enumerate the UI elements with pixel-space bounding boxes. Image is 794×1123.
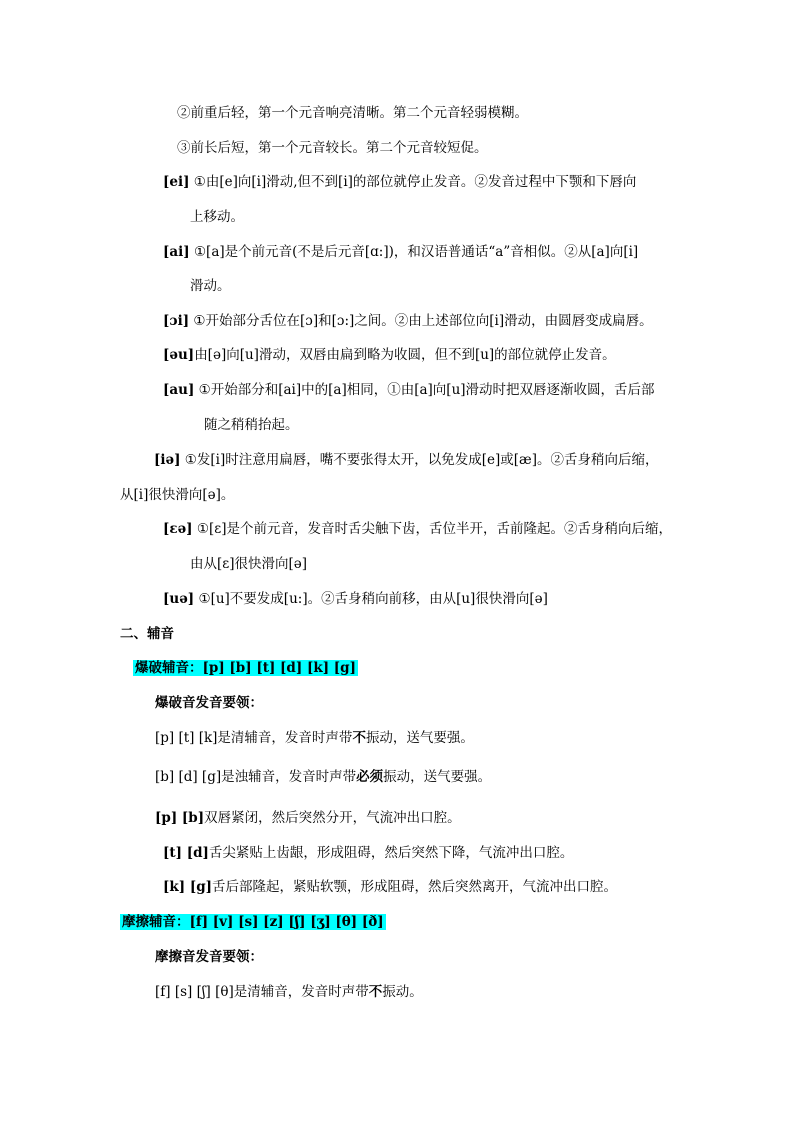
text-line: [f] [s] [ʃ] [θ]是清辅音，发音时声带不振动。 [155,984,423,1000]
phoneme-label: [p] [b] [155,810,205,826]
phoneme-label: [ai] [163,244,190,260]
text-line: ②前重后轻，第一个元音响亮清晰。第二个元音轻弱模糊。 [177,105,528,121]
phoneme-line: [ei] ①由[e]向[i]滑动,但不到[i]的部位就停止发音。②发音过程中下颚和下唇向 [163,174,637,190]
section-heading: 二、辅音 [120,626,174,642]
phoneme-label: [ɔi] [163,313,190,329]
phoneme-label: [uə] [163,591,195,607]
subheading: 爆破音发音要领： [155,695,263,711]
phoneme-line: [k] [g]舌后部隆起，紧贴软颚，形成阻碍，然后突然离开，气流冲出口腔。 [163,879,618,895]
phoneme-label: [ɛə] [163,521,193,537]
phoneme-line: [p] [b]双唇紧闭，然后突然分开，气流冲出口腔。 [155,810,461,826]
phoneme-line: [ɛə] ①[ɛ]是个前元音，发音时舌尖触下齿，舌位半开，舌前隆起。②舌身稍向后缩， [163,521,672,537]
text-line: 上移动。 [190,209,244,225]
highlighted-heading: 摩擦辅音：[f] [v] [s] [z] [ʃ] [ʒ] [θ] [ð] [122,914,384,930]
text-line: ③前长后短，第一个元音较长。第二个元音较短促。 [177,140,488,156]
phoneme-line: [uə] ①[u]不要发成[u:]。②舌身稍向前移，由从[u]很快滑向[ə] [163,591,548,607]
text-line: [b] [d] [g]是浊辅音，发音时声带必须振动，送气要强。 [155,769,492,785]
highlighted-heading: 爆破辅音：[p] [b] [t] [d] [k] [g] [135,660,356,676]
emphasis-text: 必须 [356,769,384,785]
phoneme-line: [ai] ①[a]是个前元音(不是后元音[ɑ:])，和汉语普通话“a”音相似。②从[a]向[i] [163,244,639,260]
text-line: 滑动。 [190,278,231,294]
phoneme-line: [iə] ①发[i]时注意用扁唇，嘴不要张得太开，以免发成[e]或[æ]。②舌身稍向后缩， [154,452,659,468]
text-line: 从[i]很快滑向[ə]。 [120,487,235,503]
phoneme-line: [au] ①开始部分和[ai]中的[a]相同，①由[a]向[u]滑动时把双唇逐渐收圆，舌后部 [163,382,655,398]
subheading: 摩擦音发音要领： [155,949,263,965]
phoneme-label: [k] [g] [163,879,213,895]
phoneme-label: [iə] [154,452,181,468]
phoneme-label: [au] [163,382,195,398]
phoneme-line: [ɔi] ①开始部分舌位在[ɔ]和[ɔ:]之间。②由上述部位向[i]滑动，由圆唇变成扁唇。 [163,313,653,329]
phoneme-label: [əu] [163,347,195,363]
phoneme-line: [əu]由[ə]向[u]滑动，双唇由扁到略为收圆，但不到[u]的部位就停止发音。 [163,347,616,363]
text-line: [p] [t] [k]是清辅音，发音时声带不振动，送气要强。 [155,730,474,746]
phoneme-line: [t] [d]舌尖紧贴上齿龈，形成阻碍，然后突然下降，气流冲出口腔。 [163,845,574,861]
emphasis-text: 不 [368,984,383,1000]
phoneme-label: [t] [d] [163,845,209,861]
phoneme-label: [ei] [163,174,190,190]
emphasis-text: 不 [352,730,366,746]
text-line: 随之稍稍抬起。 [204,417,299,433]
text-line: 由从[ɛ]很快滑向[ə] [190,556,308,572]
